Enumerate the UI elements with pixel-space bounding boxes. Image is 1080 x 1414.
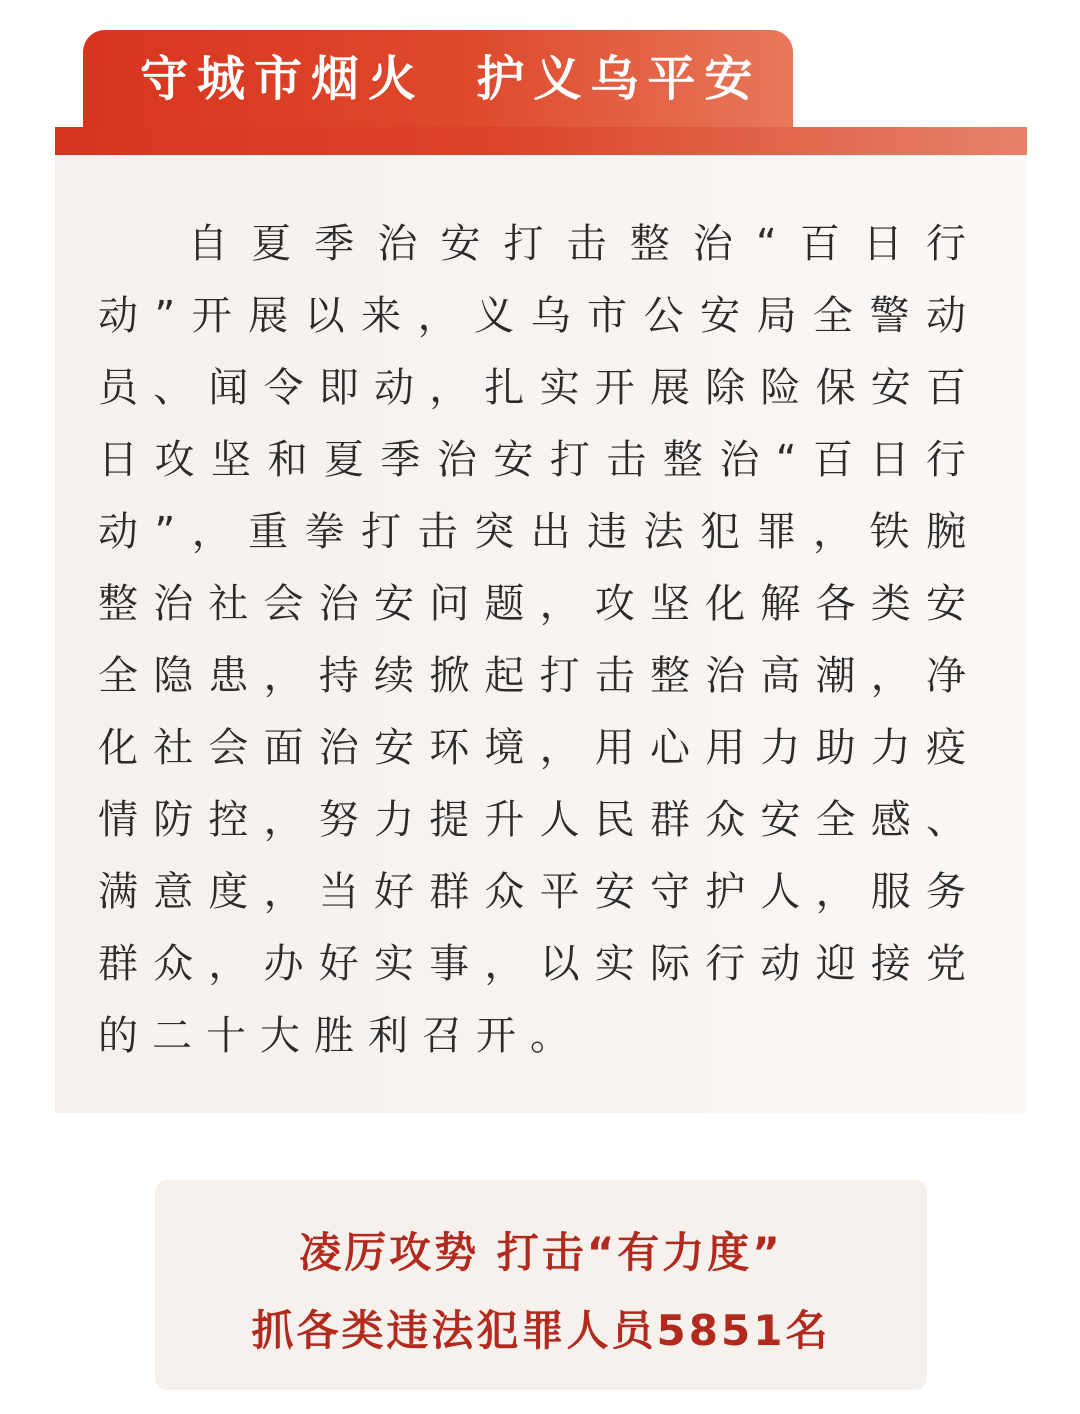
summary-headline: 凌厉攻势 打击“有力度” [299, 1228, 783, 1277]
summary-statistic: 抓各类违法犯罪人员5851名 [251, 1306, 831, 1355]
section-header-bar [55, 127, 1027, 155]
summary-box [155, 1180, 927, 1390]
article-paragraph: 自夏季治安打击整治“百日行动”开展以来，义乌市公安局全警动员、闻令即动，扎实开展除险保安百日攻坚和夏季治安打击整治“百日行动”，重拳打击突出违法犯罪，铁腕整治社会治安问题，攻坚化解各类安全隐患，持续掀起打击整治高潮，净化社会面治安环境，用心用力助力疫情防控，努力提升人民群众安全感、满意度，当好群众平安守护人，服务群众，办好实事，以实际行动迎接党的二十大胜利召开。 [98, 221, 980, 1059]
section-title: 守城市烟火 护义乌平安 [140, 51, 762, 107]
